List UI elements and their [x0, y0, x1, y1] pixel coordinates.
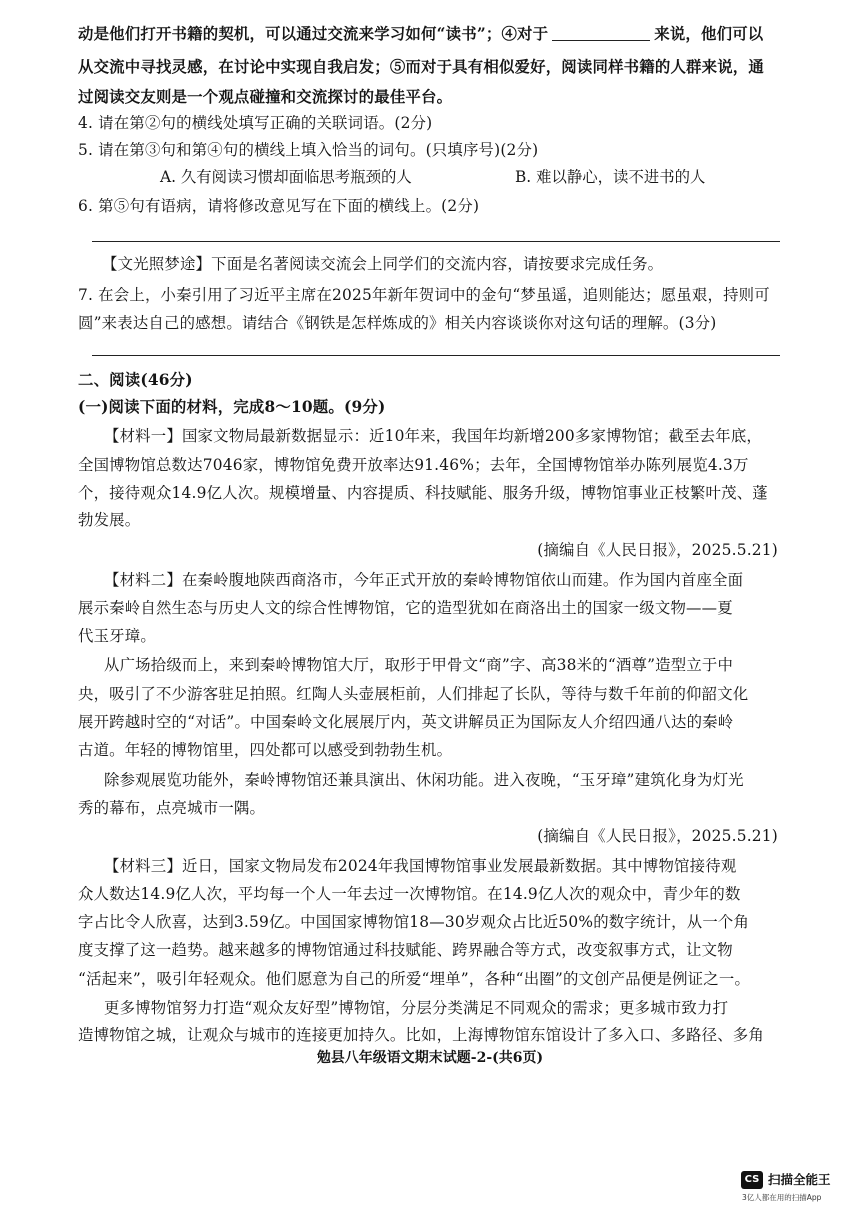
- question-7: 7. 在会上，小秦引用了习近平主席在2025年新年贺词中的金句“梦虽遥，追则能达；愿虽艰，持则可: [78, 286, 770, 304]
- source-note: (摘编自《人民日报》，2025.5.21): [537, 827, 778, 845]
- material-2-line: 展开跨越时空的“对话”。中国秦岭文化展展厅内，英文讲解员正为国际友人介绍四通八达的秦岭: [78, 713, 734, 731]
- text-segment: 动是他们打开书籍的契机，可以通过交流来学习如何“读书”；④对于: [78, 25, 549, 43]
- scanner-logo-icon: CS: [741, 1171, 763, 1189]
- material-3-line: 【材料三】近日，国家文物局发布2024年我国博物馆事业发展最新数据。其中博物馆接待观: [104, 857, 737, 875]
- question-7-cont: 圆”来表达自己的感想。请结合《钢铁是怎样炼成的》相关内容谈谈你对这句话的理解。(3分): [78, 314, 717, 332]
- paragraph-line: 从交流中寻找灵感，在讨论中实现自我启发；⑤而对于具有相似爱好，阅读同样书籍的人群来说，通: [78, 58, 764, 76]
- answer-blank[interactable]: [552, 26, 650, 41]
- material-2-line: 从广场拾级而上，来到秦岭博物馆大厅，取形于甲骨文“商”字、高38米的“酒尊”造型立于中: [104, 656, 734, 674]
- material-3-line: 众人数达14.9亿人次，平均每一个人一年去过一次博物馆。在14.9亿人次的观众中，青少年的数: [78, 885, 741, 903]
- material-3-line: 字占比令人欣喜，达到3.59亿。中国国家博物馆18—30岁观众占比近50%的数字统计，从一个角: [78, 913, 750, 931]
- section-intro: 【文光照梦途】下面是名著阅读交流会上同学们的交流内容，请按要求完成任务。: [102, 255, 664, 273]
- material-2-line: 代玉牙璋。: [78, 627, 156, 645]
- material-1-line: 个，接待观众14.9亿人次。规模增量、内容提质、科技赋能、服务升级，博物馆事业正枝繁叶茂、蓬: [78, 484, 768, 502]
- material-2-line: 秀的幕布，点亮城市一隅。: [78, 799, 266, 817]
- answer-line[interactable]: [92, 241, 780, 242]
- scanner-tagline: 3亿人都在用的扫描App: [742, 1193, 822, 1202]
- part-subtitle: (一)阅读下面的材料，完成8～10题。(9分): [78, 398, 386, 416]
- question-4: 4. 请在第②句的横线处填写正确的关联词语。(2分): [78, 114, 433, 132]
- scanner-watermark: [741, 1168, 849, 1204]
- question-6: 6. 第⑤句有语病，请将修改意见写在下面的横线上。(2分): [78, 197, 480, 215]
- material-2-line: 古道。年轻的博物馆里，四处都可以感受到勃勃生机。: [78, 741, 453, 759]
- material-3-line: 更多博物馆努力打造“观众友好型”博物馆，分层分类满足不同观众的需求；更多城市致力打: [104, 999, 729, 1017]
- material-3-line: 度支撑了这一趋势。越来越多的博物馆通过科技赋能、跨界融合等方式，改变叙事方式，让文物: [78, 941, 733, 959]
- material-3-line: “活起来”，吸引年轻观众。他们愿意为自己的所爱“埋单”，各种“出圈”的文创产品便是例证之一。: [78, 970, 751, 988]
- material-2-line: 【材料二】在秦岭腹地陕西商洛市，今年正式开放的秦岭博物馆依山而建。作为国内首座全面: [104, 571, 744, 589]
- material-2-line: 除参观展览功能外，秦岭博物馆还兼具演出、休闲功能。进入夜晚，“玉牙璋”建筑化身为灯光: [104, 771, 744, 789]
- material-1-line: 勃发展。: [78, 511, 141, 529]
- scanner-app-name: 扫描全能王: [768, 1172, 831, 1187]
- paragraph-line: [78, 24, 778, 44]
- text-segment: 来说，他们可以: [654, 25, 764, 43]
- option-b: B. 难以静心，读不进书的人: [515, 168, 706, 186]
- source-note: (摘编自《人民日报》，2025.5.21): [537, 541, 778, 559]
- material-1-line: 【材料一】国家文物局最新数据显示：近10年来，我国年均新增200多家博物馆；截至去年底，: [104, 427, 762, 445]
- material-2-line: 央，吸引了不少游客驻足拍照。红陶人头壶展柜前，人们排起了长队，等待与数千年前的仰韶文化: [78, 685, 749, 703]
- option-a: A. 久有阅读习惯却面临思考瓶颈的人: [160, 168, 412, 186]
- material-1-line: 全国博物馆总数达7046家，博物馆免费开放率达91.46%；去年，全国博物馆举办陈列展览4.3万: [78, 456, 749, 474]
- material-2-line: 展示秦岭自然生态与历史人文的综合性博物馆，它的造型犹如在商洛出土的国家一级文物——夏: [78, 599, 733, 617]
- part-title: 二、阅读(46分): [78, 371, 193, 389]
- question-5: 5. 请在第③句和第④句的横线上填入恰当的词句。(只填序号)(2分): [78, 141, 539, 159]
- answer-line[interactable]: [92, 355, 780, 356]
- material-3-line: 造博物馆之城，让观众与城市的连接更加持久。比如，上海博物馆东馆设计了多入口、多路径、多角: [78, 1026, 764, 1044]
- page-footer: 勉县八年级语文期末试题-2-(共6页): [316, 1050, 544, 1066]
- paragraph-line: 过阅读交友则是一个观点碰撞和交流探讨的最佳平台。: [78, 88, 453, 106]
